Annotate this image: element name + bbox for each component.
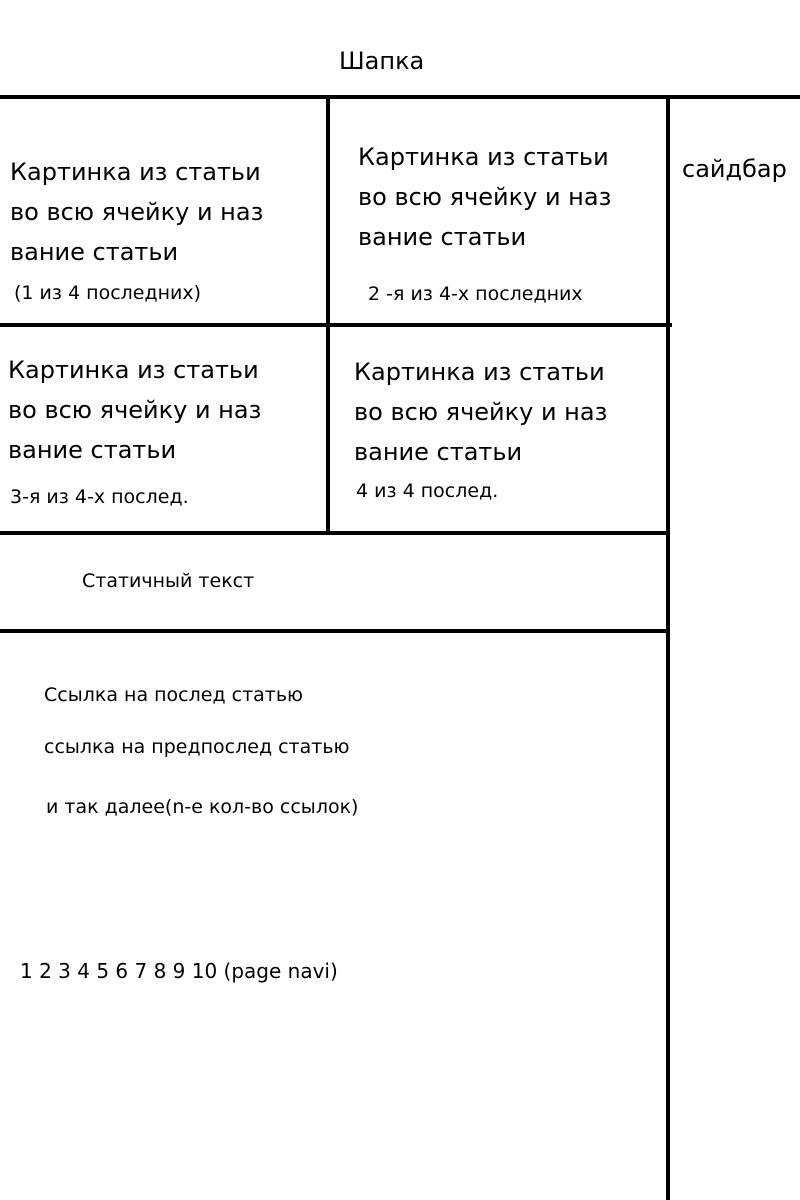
article-cell-title-line: вание статьи [8,436,177,464]
article-cell-title-line: Картинка из статьи [354,358,605,386]
article-link[interactable]: Ссылка на послед статью [44,684,304,706]
article-cell-title-line: во всю ячейку и наз [354,398,608,426]
article-cell-title-line: во всю ячейку и наз [10,198,264,226]
header-divider-line [0,95,800,99]
grid-horizontal-line [0,323,672,327]
static-block-bottom-line [0,629,670,633]
article-cell-title-line: Картинка из статьи [358,143,609,171]
article-cell-title-line: вание статьи [10,238,179,266]
article-cell-title-line: во всю ячейку и наз [8,396,262,424]
article-cell-note: 4 из 4 послед. [356,480,499,502]
article-cell-title-line: во всю ячейку и наз [358,183,612,211]
article-cell-title-line: вание статьи [358,223,527,251]
article-cell-title-line: вание статьи [354,438,523,466]
article-cell-note: 2 -я из 4-х последних [368,283,583,305]
article-cell-note: 3-я из 4-х послед. [10,486,189,508]
article-link[interactable]: и так далее(n-е кол-во ссылок) [46,796,359,818]
sidebar-divider-line [666,97,670,1200]
article-link[interactable]: ссылка на предпослед статью [44,736,350,758]
grid-vertical-line [326,97,330,535]
article-cell-title-line: Картинка из статьи [10,158,261,186]
static-text: Статичный текст [82,570,255,592]
article-cell-note: (1 из 4 последних) [14,282,202,304]
header-label: Шапка [339,47,425,75]
grid-bottom-line [0,531,670,535]
article-cell-title-line: Картинка из статьи [8,356,259,384]
page-navigation[interactable]: 1 2 3 4 5 6 7 8 9 10 (page navi) [20,959,338,983]
sidebar-label: сайдбар [682,155,787,183]
